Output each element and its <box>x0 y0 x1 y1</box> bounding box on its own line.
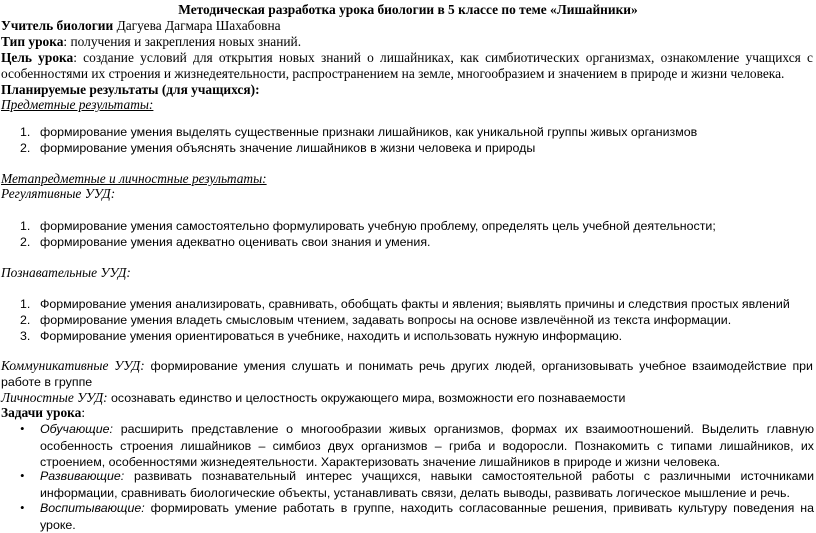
cognitive-item-3-number: 3. <box>20 329 31 343</box>
task-teaching-text: расширить представление о многообразии живых организмов, формах их взаимоотношений. Выделить главную особенность строения лишайников – симбиоз двух организмов – гриба и водоросли. Познакомить с типами лишайников, их строением, особенностями жизнедеятельности. Характеризовать значение лишайников в природе и жизни человека. <box>40 422 814 469</box>
task-upbringing-text: формировать умение работать в группе, находить согласованные решения, прививать культуру поведения на уроке. <box>40 501 814 532</box>
task-developing-text: развивать познавательный интерес учащихся, навыки самостоятельной работы с различными источниками информации, сравнивать биологические объекты, устанавливать связи, делать выводы, развивать логическое мышление и речь. <box>40 469 814 500</box>
tasks-heading-colon: : <box>81 405 86 420</box>
goal-paragraph <box>1 50 813 82</box>
personal-text: осознавать единство и целостность окружающего мира, возможности его познаваемости <box>107 391 626 405</box>
cognitive-heading: Познавательные УУД: <box>1 265 131 280</box>
meta-results-heading: Метапредметные и личностные результаты: <box>1 171 267 186</box>
task-item-developing <box>40 468 814 501</box>
subject-item-1-number: 1. <box>20 125 31 139</box>
regulative-item-2: формирование умения адекватно оценивать свои знания и умения. <box>40 235 431 249</box>
lesson-type-label: Тип урока <box>1 34 64 49</box>
lesson-type-line <box>1 34 301 50</box>
task-teaching-label: Обучающие: <box>40 422 113 436</box>
goal-label: Цель урока <box>1 50 74 65</box>
bullet-icon: • <box>20 421 25 436</box>
regulative-item-1: формирование умения самостоятельно формулировать учебную проблему, определять цель учебной деятельности; <box>40 219 716 233</box>
task-item-teaching <box>40 421 814 471</box>
document-title: Методическая разработка урока биологии в 5 классе по теме «Лишайники» <box>178 2 638 17</box>
tasks-heading: Задачи урока <box>1 405 82 420</box>
personal-label: Личностные УУД: <box>1 390 108 405</box>
communicative-paragraph <box>1 358 813 390</box>
planned-results-heading: Планируемые результаты (для учащихся): <box>1 82 260 97</box>
regulative-heading: Регулятивные УУД: <box>1 186 116 201</box>
cognitive-item-1: Формирование умения анализировать, сравнивать, обобщать факты и явления; выявлять причины и следствия простых явлений <box>40 297 790 311</box>
subject-item-2-number: 2. <box>20 141 31 155</box>
cognitive-item-1-number: 1. <box>20 297 31 311</box>
teacher-name: Дагуева Дагмара Шахабовна <box>116 18 281 33</box>
goal-text: : создание условий для открытия новых знаний о лишайниках, как симбиотических организмах, ознакомление учащихся с особенностями их строения и жизнедеятельности, распространением на земле, многообразием и значением в природе и жизни человека. <box>1 50 813 81</box>
communicative-text: формирование умения слушать и понимать речь других людей, организовывать учебное взаимодействие при работе в группе <box>1 359 813 389</box>
tasks-heading-line <box>1 405 85 421</box>
subject-results-heading: Предметные результаты: <box>1 97 154 112</box>
task-developing-label: Развивающие: <box>40 469 125 483</box>
lesson-type-text: : получения и закрепления новых знаний. <box>63 34 302 49</box>
personal-line <box>1 390 625 406</box>
regulative-item-1-number: 1. <box>20 219 31 233</box>
bullet-icon: • <box>20 500 25 515</box>
regulative-item-2-number: 2. <box>20 235 31 249</box>
task-upbringing-label: Воспитывающие: <box>40 501 145 515</box>
teacher-line <box>1 18 281 34</box>
bullet-icon: • <box>20 468 25 483</box>
cognitive-item-2: формирование умения владеть смысловым чтением, задавать вопросы на основе извлечённой из текста информации. <box>40 313 732 327</box>
cognitive-item-2-number: 2. <box>20 313 31 327</box>
subject-item-2: формирование умения объяснять значение лишайников в жизни человека и природы <box>40 141 536 155</box>
cognitive-item-3: Формирование умения ориентироваться в учебнике, находить и использовать нужную информацию. <box>40 329 623 343</box>
subject-item-1: формирование умения выделять существенные признаки лишайников, как уникальной группы живых организмов <box>40 125 698 139</box>
communicative-label: Коммуникативные УУД: <box>1 358 145 373</box>
teacher-label: Учитель биологии <box>1 18 114 33</box>
